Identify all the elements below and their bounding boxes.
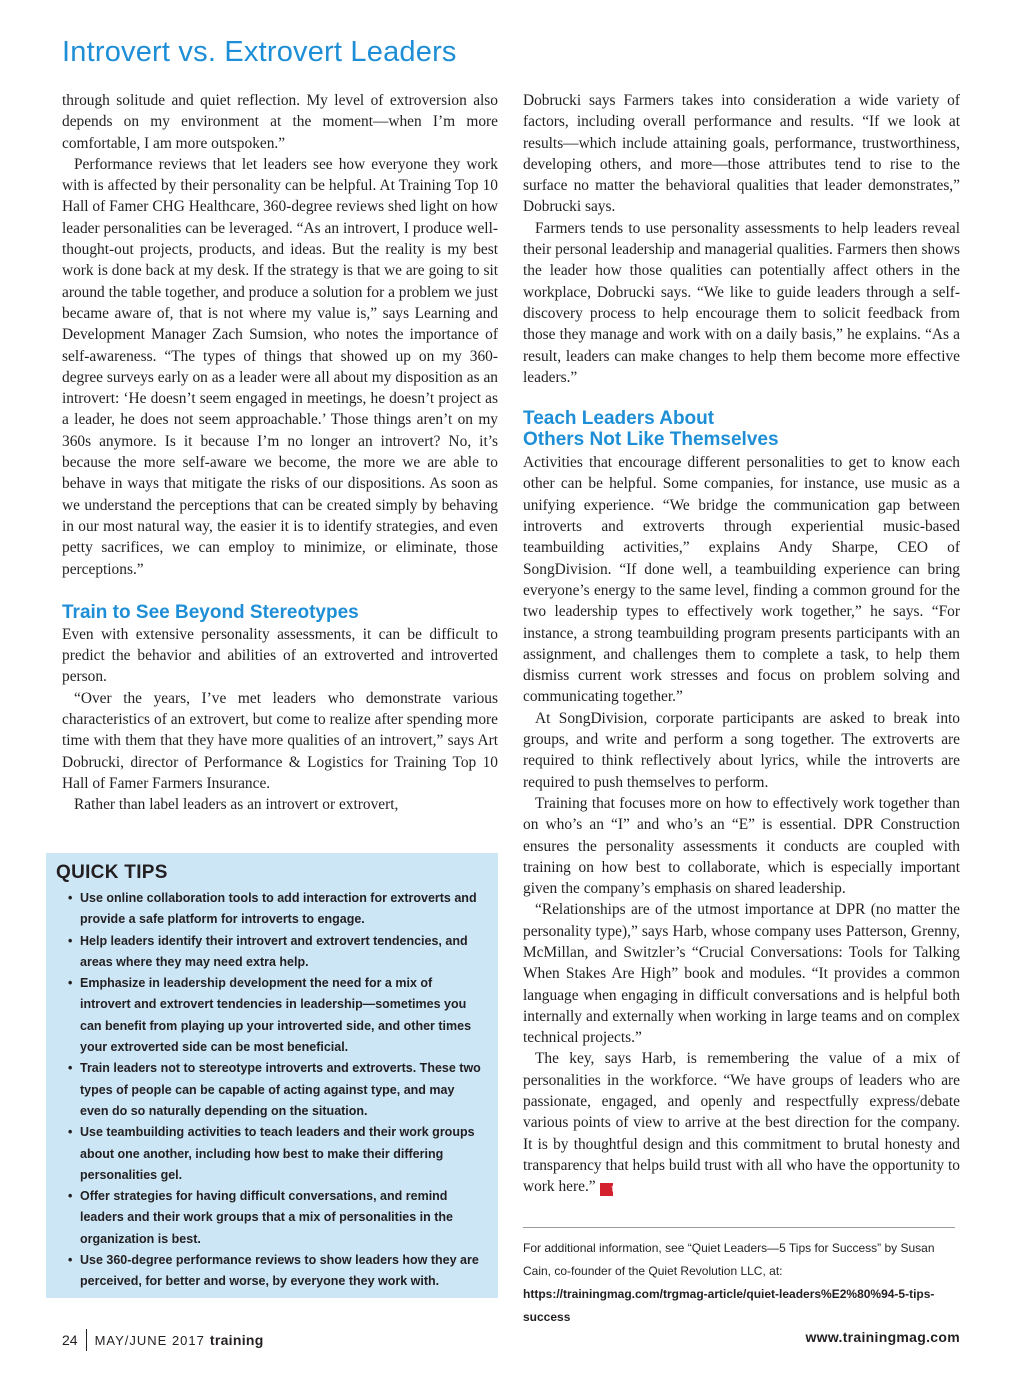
paragraph: “Relationships are of the utmost importance at DPR (no matter the personality type),” says Harb, whose company uses Patterson, Grenny, McMillan, and Switzler’s “Crucial Conversations: Tools for Talking When Stakes Are High” book and modules. “It provides a common language when engaging in difficult conversations and is helpful both internally and externally when working in large teams and on complex technical projects.” xyxy=(523,901,960,1047)
paragraph: The key, says Harb, is remembering the value of a mix of personalities in the workforce. “We have groups of leaders who are passionate, engaged, and openly and respectfully express/debate various points of view to arrive at the best direction for the company. It is by thoughtful design and this commitment to brutal honesty and transparency that helps build trust with all who have the opportunity to work here.” t xyxy=(523,1050,960,1196)
paragraph: Even with extensive personality assessments, it can be difficult to predict the behavior and abilities of an extroverted and introverted person. xyxy=(62,625,498,686)
divider xyxy=(523,1227,955,1228)
quick-tip-item: • Help leaders identify their introvert and extrovert tendencies, and areas where they may need extra help. xyxy=(56,931,484,974)
section-heading-line: Teach Leaders About xyxy=(523,408,715,430)
paragraph: Performance reviews that let leaders see how everyone they work with is affected by their personality can be helpful. At Training Top 10 Hall of Famer CHG Healthcare, 360-degree reviews shed light on how leader personalities can be leveraged. “As an introvert, I produce well-thought-out projects, products, and ideas. But the reality is my best work is done back at my desk. If the strategy is that we are going to sit around the table together, and produce a solution for a problem we just became aware of, that is not where my value is,” says Learning and Development Manager Zach Sumsion, who notes the importance of self-awareness. “The types of things that showed up on my 360-degree surveys early on as a leader were all about my disposition as an introvert: ‘He doesn’t seem engaged in meetings, he doesn’t project as a leader, he does not seem approachable.’ Those things aren’t on my 360s anymore. Is it because I’m no longer an introvert? No, it’s because the more self-aware we become, the more we are able to behave in ways that mitigate the risks of our dispositions. As soon as we understand the perceptions that can be created simply by behaving in our most natural way, the easier it is to identify strategies, and even petty sacrifices, we can employ to minimize, or eliminate, those perceptions.” xyxy=(62,155,498,578)
paragraph: Activities that encourage different personalities to get to know each other can be helpful. Some companies, for instance, use music as a unifying experience. “We bridge the communication gap between introverts and extroverts through experiential music-based teambuilding activities,” explains Andy Sharpe, CEO of SongDivision. “If done well, a teambuilding experience can bring everyone’s energy to the same level, finding a common ground for the two leadership types to effectively work together,” he says. “For instance, a strong teambuilding program presents participants with an assignment, and challenges them to complete a task, to help them dismiss current work stresses and focus on problem solving and communicating together.” xyxy=(523,454,960,706)
paragraph: At SongDivision, corporate participants are asked to break into groups, and write and perform a song together. The extroverts are required to think reflectively about lyrics, while the introverts are required to push themselves to perform. xyxy=(523,709,960,791)
note-text: For additional information, see “Quiet Leaders—5 Tips for Success” by Susan Cain, co-founder of the Quiet Revolution LLC, at: xyxy=(523,1241,935,1278)
paragraph: through solitude and quiet reflection. My level of extroversion also depends on my environment at the moment—when I’m more comfortable, I am more outspoken.” xyxy=(62,92,498,152)
footer-left xyxy=(62,1329,264,1351)
paragraph: “Over the years, I’ve met leaders who demonstrate various characteristics of an extrovert, but come to realize after spending more time with them that they have more qualities of an introvert,” says Art Dobrucki, director of Performance & Logistics for Training Top 10 Hall of Famer Farmers Insurance. xyxy=(62,689,498,792)
bullet-icon: • xyxy=(68,891,73,905)
issue-date: MAY/JUNE 2017 xyxy=(94,1332,205,1348)
footer-separator xyxy=(86,1329,87,1351)
bullet-icon: • xyxy=(68,1253,73,1268)
quick-tips-box xyxy=(46,853,498,1298)
right-column xyxy=(523,90,960,1198)
quick-tip-item: • Train leaders not to stereotype introverts and extroverts. These two types of people can be capable of acting against type, and may even do so naturally depending on the situation. xyxy=(56,1058,484,1122)
section-heading xyxy=(523,408,960,450)
end-mark-icon: t xyxy=(600,1183,613,1196)
page-title: Introvert vs. Extrovert Leaders xyxy=(62,36,457,68)
quick-tip-item: • Emphasize in leadership development the need for a mix of introvert and extrovert tendencies in leadership—sometimes you can benefit from playing up your introverted side, and other times your extroverted side can be most beneficial. xyxy=(56,973,484,1058)
paragraph: Dobrucki says Farmers takes into consideration a wide variety of factors, including overall performance and results. “If we look at results—which include attaining goals, performance, trustworthiness, developing others, and more—those attributes tend to rise to the surface no matter the behavioral qualities that leader demonstrates,” Dobrucki says. xyxy=(523,92,960,216)
left-column xyxy=(62,90,498,816)
additional-info-note xyxy=(523,1237,960,1329)
magazine-brand: training xyxy=(209,1332,264,1348)
paragraph: Training that focuses more on how to effectively work together than on who’s an “I” and who’s an “E” is essential. DPR Construction ensures the personality assessments it conducts are coupled with training on how best to collaborate, which is especially important given the company’s emphasis on shared leadership. xyxy=(523,794,960,898)
quick-tips-list xyxy=(56,888,484,1293)
section-heading: Train to See Beyond Stereotypes xyxy=(62,601,359,623)
quick-tip-item: • Use 360-degree performance reviews to show leaders how they are perceived, for better and worse, by everyone they work with. xyxy=(56,1250,484,1293)
paragraph: Farmers tends to use personality assessments to help leaders reveal their personal leadership and managerial qualities. Farmers then shows the leader how those qualities can potentially affect others in the workplace, Dobrucki says. “We like to guide leaders through a self-discovery process to help encourage them to solicit feedback from those they manage and work with on a daily basis,” he explains. “As a result, leaders can make changes to help them become more effective leaders.” xyxy=(523,219,960,386)
quick-tip-item: • Use online collaboration tools to add interaction for extroverts and provide a safe platform for introverts to engage. xyxy=(56,888,484,931)
bullet-icon: • xyxy=(68,933,73,948)
quick-tip-item: • Offer strategies for having difficult conversations, and remind leaders and their work groups that a mix of personalities in the organization is best. xyxy=(56,1186,484,1250)
bullet-icon: • xyxy=(68,1061,73,1076)
note-link[interactable]: https://trainingmag.com/trgmag-article/quiet-leaders%E2%80%94-5-tips-success xyxy=(523,1287,935,1324)
quick-tip-item: • Use teambuilding activities to teach leaders and their work groups about one another, including how best to make their differing personalities gel. xyxy=(56,1122,484,1186)
bullet-icon: • xyxy=(68,1125,73,1140)
quick-tips-heading: QUICK TIPS xyxy=(56,862,168,883)
bullet-icon: • xyxy=(68,1189,73,1204)
bullet-icon: • xyxy=(68,976,73,991)
page-number: 24 xyxy=(62,1332,78,1348)
section-heading-line: Others Not Like Themselves xyxy=(523,429,779,451)
footer-website[interactable]: www.trainingmag.com xyxy=(805,1329,960,1345)
paragraph: Rather than label leaders as an introvert or extrovert, xyxy=(74,796,399,814)
